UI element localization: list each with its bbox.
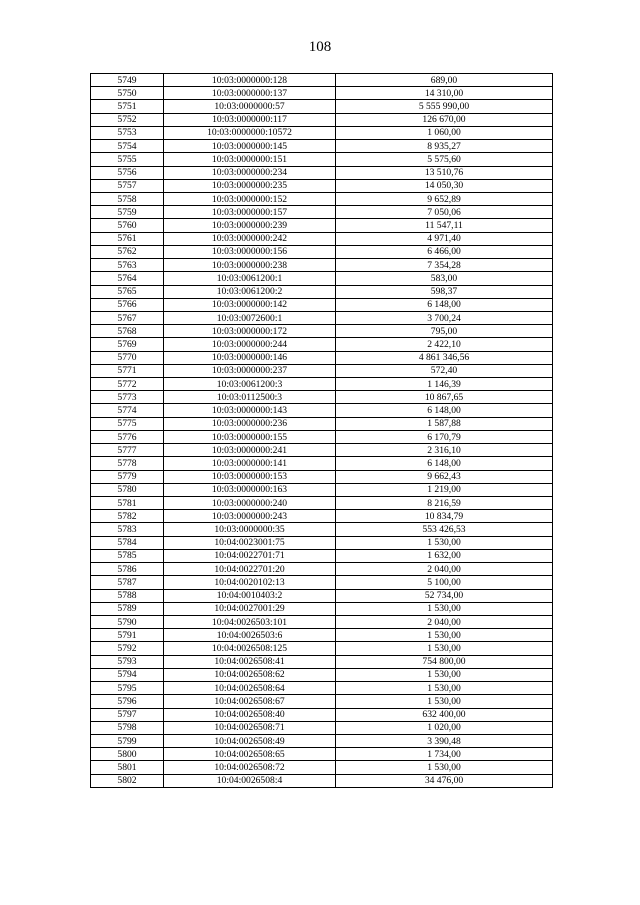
row-number-cell: 5775 (91, 417, 164, 430)
row-number-cell: 5767 (91, 311, 164, 324)
table-row (91, 748, 553, 761)
value-cell: 9 662,43 (336, 470, 553, 483)
table-row (91, 470, 553, 483)
cadastral-number-cell: 10:03:0000000:238 (164, 259, 336, 272)
table-row (91, 245, 553, 258)
cadastral-number-cell: 10:03:0000000:145 (164, 140, 336, 153)
row-number-cell: 5751 (91, 100, 164, 113)
row-number-cell: 5788 (91, 589, 164, 602)
row-number-cell: 5801 (91, 761, 164, 774)
table-row (91, 708, 553, 721)
cadastral-number-cell: 10:03:0000000:241 (164, 444, 336, 457)
cadastral-number-cell: 10:04:0023001:75 (164, 536, 336, 549)
row-number-cell: 5763 (91, 259, 164, 272)
row-number-cell: 5757 (91, 179, 164, 192)
row-number-cell: 5762 (91, 245, 164, 258)
table-row (91, 576, 553, 589)
value-cell: 1 632,00 (336, 549, 553, 562)
row-number-cell: 5793 (91, 655, 164, 668)
cadastral-number-cell: 10:03:0000000:239 (164, 219, 336, 232)
cadastral-number-cell: 10:03:0000000:236 (164, 417, 336, 430)
cadastral-number-cell: 10:03:0000000:137 (164, 87, 336, 100)
table-row (91, 140, 553, 153)
value-cell: 1 020,00 (336, 721, 553, 734)
row-number-cell: 5795 (91, 682, 164, 695)
value-cell: 2 422,10 (336, 338, 553, 351)
cadastral-number-cell: 10:04:0026503:101 (164, 615, 336, 628)
cadastral-number-cell: 10:03:0000000:146 (164, 351, 336, 364)
row-number-cell: 5776 (91, 430, 164, 443)
row-number-cell: 5790 (91, 615, 164, 628)
row-number-cell: 5787 (91, 576, 164, 589)
cadastral-number-cell: 10:03:0072600:1 (164, 311, 336, 324)
value-cell: 5 575,60 (336, 153, 553, 166)
value-cell: 7 354,28 (336, 259, 553, 272)
table-row (91, 444, 553, 457)
table-row (91, 497, 553, 510)
value-cell: 6 148,00 (336, 298, 553, 311)
cadastral-number-cell: 10:03:0061200:2 (164, 285, 336, 298)
table-row (91, 311, 553, 324)
table-row (91, 483, 553, 496)
table-row (91, 325, 553, 338)
row-number-cell: 5752 (91, 113, 164, 126)
value-cell: 126 670,00 (336, 113, 553, 126)
value-cell: 8 216,59 (336, 497, 553, 510)
row-number-cell: 5768 (91, 325, 164, 338)
table-row (91, 761, 553, 774)
value-cell: 754 800,00 (336, 655, 553, 668)
row-number-cell: 5777 (91, 444, 164, 457)
table-row (91, 298, 553, 311)
row-number-cell: 5798 (91, 721, 164, 734)
cadastral-number-cell: 10:04:0010403:2 (164, 589, 336, 602)
value-cell: 4 971,40 (336, 232, 553, 245)
value-cell: 5 100,00 (336, 576, 553, 589)
cadastral-value-table (90, 73, 553, 788)
row-number-cell: 5779 (91, 470, 164, 483)
value-cell: 572,40 (336, 364, 553, 377)
row-number-cell: 5778 (91, 457, 164, 470)
cadastral-number-cell: 10:03:0000000:155 (164, 430, 336, 443)
value-cell: 689,00 (336, 74, 553, 87)
table-row (91, 589, 553, 602)
cadastral-number-cell: 10:03:0000000:151 (164, 153, 336, 166)
cadastral-number-cell: 10:03:0000000:152 (164, 192, 336, 205)
value-cell: 6 170,79 (336, 430, 553, 443)
table-row (91, 153, 553, 166)
value-cell: 10 867,65 (336, 391, 553, 404)
cadastral-number-cell: 10:03:0000000:35 (164, 523, 336, 536)
row-number-cell: 5761 (91, 232, 164, 245)
value-cell: 10 834,79 (336, 510, 553, 523)
value-cell: 13 510,76 (336, 166, 553, 179)
table-row (91, 629, 553, 642)
value-cell: 598,37 (336, 285, 553, 298)
value-cell: 1 060,00 (336, 126, 553, 139)
row-number-cell: 5750 (91, 87, 164, 100)
table-row (91, 87, 553, 100)
table-row (91, 179, 553, 192)
cadastral-number-cell: 10:03:0000000:243 (164, 510, 336, 523)
row-number-cell: 5760 (91, 219, 164, 232)
table-row (91, 510, 553, 523)
row-number-cell: 5770 (91, 351, 164, 364)
value-cell: 1 530,00 (336, 642, 553, 655)
value-cell: 14 050,30 (336, 179, 553, 192)
row-number-cell: 5754 (91, 140, 164, 153)
table-row (91, 536, 553, 549)
cadastral-number-cell: 10:03:0000000:244 (164, 338, 336, 351)
table-row (91, 74, 553, 87)
row-number-cell: 5789 (91, 602, 164, 615)
cadastral-number-cell: 10:03:0000000:141 (164, 457, 336, 470)
value-cell: 2 316,10 (336, 444, 553, 457)
cadastral-number-cell: 10:03:0000000:242 (164, 232, 336, 245)
cadastral-number-cell: 10:04:0026508:71 (164, 721, 336, 734)
cadastral-number-cell: 10:03:0000000:156 (164, 245, 336, 258)
table-row (91, 272, 553, 285)
value-cell: 7 050,06 (336, 206, 553, 219)
table-row (91, 404, 553, 417)
value-cell: 14 310,00 (336, 87, 553, 100)
row-number-cell: 5802 (91, 774, 164, 787)
value-cell: 1 734,00 (336, 748, 553, 761)
row-number-cell: 5781 (91, 497, 164, 510)
cadastral-number-cell: 10:03:0000000:157 (164, 206, 336, 219)
value-cell: 553 426,53 (336, 523, 553, 536)
cadastral-number-cell: 10:04:0026508:72 (164, 761, 336, 774)
table-row (91, 192, 553, 205)
table-row (91, 774, 553, 787)
row-number-cell: 5766 (91, 298, 164, 311)
table-row (91, 166, 553, 179)
cadastral-number-cell: 10:04:0020102:13 (164, 576, 336, 589)
row-number-cell: 5792 (91, 642, 164, 655)
value-cell: 2 040,00 (336, 563, 553, 576)
table-row (91, 417, 553, 430)
value-cell: 2 040,00 (336, 615, 553, 628)
value-cell: 3 700,24 (336, 311, 553, 324)
row-number-cell: 5797 (91, 708, 164, 721)
value-cell: 1 530,00 (336, 602, 553, 615)
row-number-cell: 5786 (91, 563, 164, 576)
cadastral-number-cell: 10:03:0000000:153 (164, 470, 336, 483)
table-row (91, 615, 553, 628)
table-row (91, 113, 553, 126)
value-cell: 1 530,00 (336, 695, 553, 708)
row-number-cell: 5764 (91, 272, 164, 285)
cadastral-number-cell: 10:03:0000000:172 (164, 325, 336, 338)
table-row (91, 378, 553, 391)
value-cell: 9 652,89 (336, 192, 553, 205)
cadastral-number-cell: 10:04:0026508:49 (164, 734, 336, 747)
page-number: 108 (308, 39, 332, 55)
row-number-cell: 5800 (91, 748, 164, 761)
value-cell: 1 146,39 (336, 378, 553, 391)
row-number-cell: 5796 (91, 695, 164, 708)
row-number-cell: 5749 (91, 74, 164, 87)
table-row (91, 126, 553, 139)
table-row (91, 721, 553, 734)
value-cell: 6 148,00 (336, 404, 553, 417)
value-cell: 583,00 (336, 272, 553, 285)
cadastral-number-cell: 10:04:0026508:41 (164, 655, 336, 668)
cadastral-number-cell: 10:04:0026508:40 (164, 708, 336, 721)
table-row (91, 695, 553, 708)
cadastral-number-cell: 10:03:0000000:57 (164, 100, 336, 113)
value-cell: 3 390,48 (336, 734, 553, 747)
row-number-cell: 5794 (91, 668, 164, 681)
value-cell: 4 861 346,56 (336, 351, 553, 364)
value-cell: 1 530,00 (336, 629, 553, 642)
cadastral-number-cell: 10:04:0022701:71 (164, 549, 336, 562)
value-cell: 1 530,00 (336, 761, 553, 774)
cadastral-number-cell: 10:04:0026503:6 (164, 629, 336, 642)
row-number-cell: 5755 (91, 153, 164, 166)
cadastral-number-cell: 10:04:0026508:64 (164, 682, 336, 695)
cadastral-number-cell: 10:04:0026508:62 (164, 668, 336, 681)
row-number-cell: 5783 (91, 523, 164, 536)
table-body (91, 74, 553, 788)
value-cell: 1 530,00 (336, 536, 553, 549)
table-row (91, 734, 553, 747)
cadastral-number-cell: 10:03:0000000:143 (164, 404, 336, 417)
value-cell: 11 547,11 (336, 219, 553, 232)
cadastral-number-cell: 10:03:0000000:240 (164, 497, 336, 510)
cadastral-number-cell: 10:03:0000000:142 (164, 298, 336, 311)
table-row (91, 219, 553, 232)
table-row (91, 457, 553, 470)
table-row (91, 285, 553, 298)
table-row (91, 602, 553, 615)
row-number-cell: 5785 (91, 549, 164, 562)
row-number-cell: 5774 (91, 404, 164, 417)
table-row (91, 430, 553, 443)
cadastral-number-cell: 10:03:0000000:128 (164, 74, 336, 87)
table-row (91, 682, 553, 695)
cadastral-number-cell: 10:04:0026508:4 (164, 774, 336, 787)
cadastral-number-cell: 10:03:0061200:1 (164, 272, 336, 285)
table-row (91, 100, 553, 113)
row-number-cell: 5771 (91, 364, 164, 377)
table-row (91, 232, 553, 245)
value-cell: 1 587,88 (336, 417, 553, 430)
cadastral-number-cell: 10:04:0022701:20 (164, 563, 336, 576)
cadastral-number-cell: 10:04:0026508:65 (164, 748, 336, 761)
row-number-cell: 5780 (91, 483, 164, 496)
table-row (91, 351, 553, 364)
value-cell: 52 734,00 (336, 589, 553, 602)
value-cell: 34 476,00 (336, 774, 553, 787)
table-row (91, 364, 553, 377)
table-row (91, 391, 553, 404)
value-cell: 8 935,27 (336, 140, 553, 153)
row-number-cell: 5758 (91, 192, 164, 205)
cadastral-number-cell: 10:03:0112500:3 (164, 391, 336, 404)
row-number-cell: 5784 (91, 536, 164, 549)
cadastral-number-cell: 10:04:0026508:125 (164, 642, 336, 655)
row-number-cell: 5773 (91, 391, 164, 404)
row-number-cell: 5791 (91, 629, 164, 642)
cadastral-number-cell: 10:03:0000000:163 (164, 483, 336, 496)
value-cell: 1 219,00 (336, 483, 553, 496)
cadastral-number-cell: 10:03:0000000:235 (164, 179, 336, 192)
row-number-cell: 5799 (91, 734, 164, 747)
cadastral-number-cell: 10:03:0000000:234 (164, 166, 336, 179)
value-cell: 5 555 990,00 (336, 100, 553, 113)
value-cell: 1 530,00 (336, 682, 553, 695)
value-cell: 6 466,00 (336, 245, 553, 258)
table-row (91, 259, 553, 272)
cadastral-number-cell: 10:03:0061200:3 (164, 378, 336, 391)
cadastral-number-cell: 10:04:0027001:29 (164, 602, 336, 615)
table-row (91, 655, 553, 668)
table-row (91, 206, 553, 219)
value-cell: 632 400,00 (336, 708, 553, 721)
row-number-cell: 5759 (91, 206, 164, 219)
table-row (91, 338, 553, 351)
cadastral-number-cell: 10:04:0026508:67 (164, 695, 336, 708)
value-cell: 1 530,00 (336, 668, 553, 681)
row-number-cell: 5769 (91, 338, 164, 351)
table-row (91, 523, 553, 536)
table-row (91, 668, 553, 681)
table-row (91, 563, 553, 576)
value-cell: 6 148,00 (336, 457, 553, 470)
row-number-cell: 5782 (91, 510, 164, 523)
row-number-cell: 5753 (91, 126, 164, 139)
table-row (91, 642, 553, 655)
cadastral-number-cell: 10:03:0000000:10572 (164, 126, 336, 139)
row-number-cell: 5756 (91, 166, 164, 179)
value-cell: 795,00 (336, 325, 553, 338)
cadastral-number-cell: 10:03:0000000:117 (164, 113, 336, 126)
row-number-cell: 5765 (91, 285, 164, 298)
cadastral-number-cell: 10:03:0000000:237 (164, 364, 336, 377)
row-number-cell: 5772 (91, 378, 164, 391)
table-row (91, 549, 553, 562)
